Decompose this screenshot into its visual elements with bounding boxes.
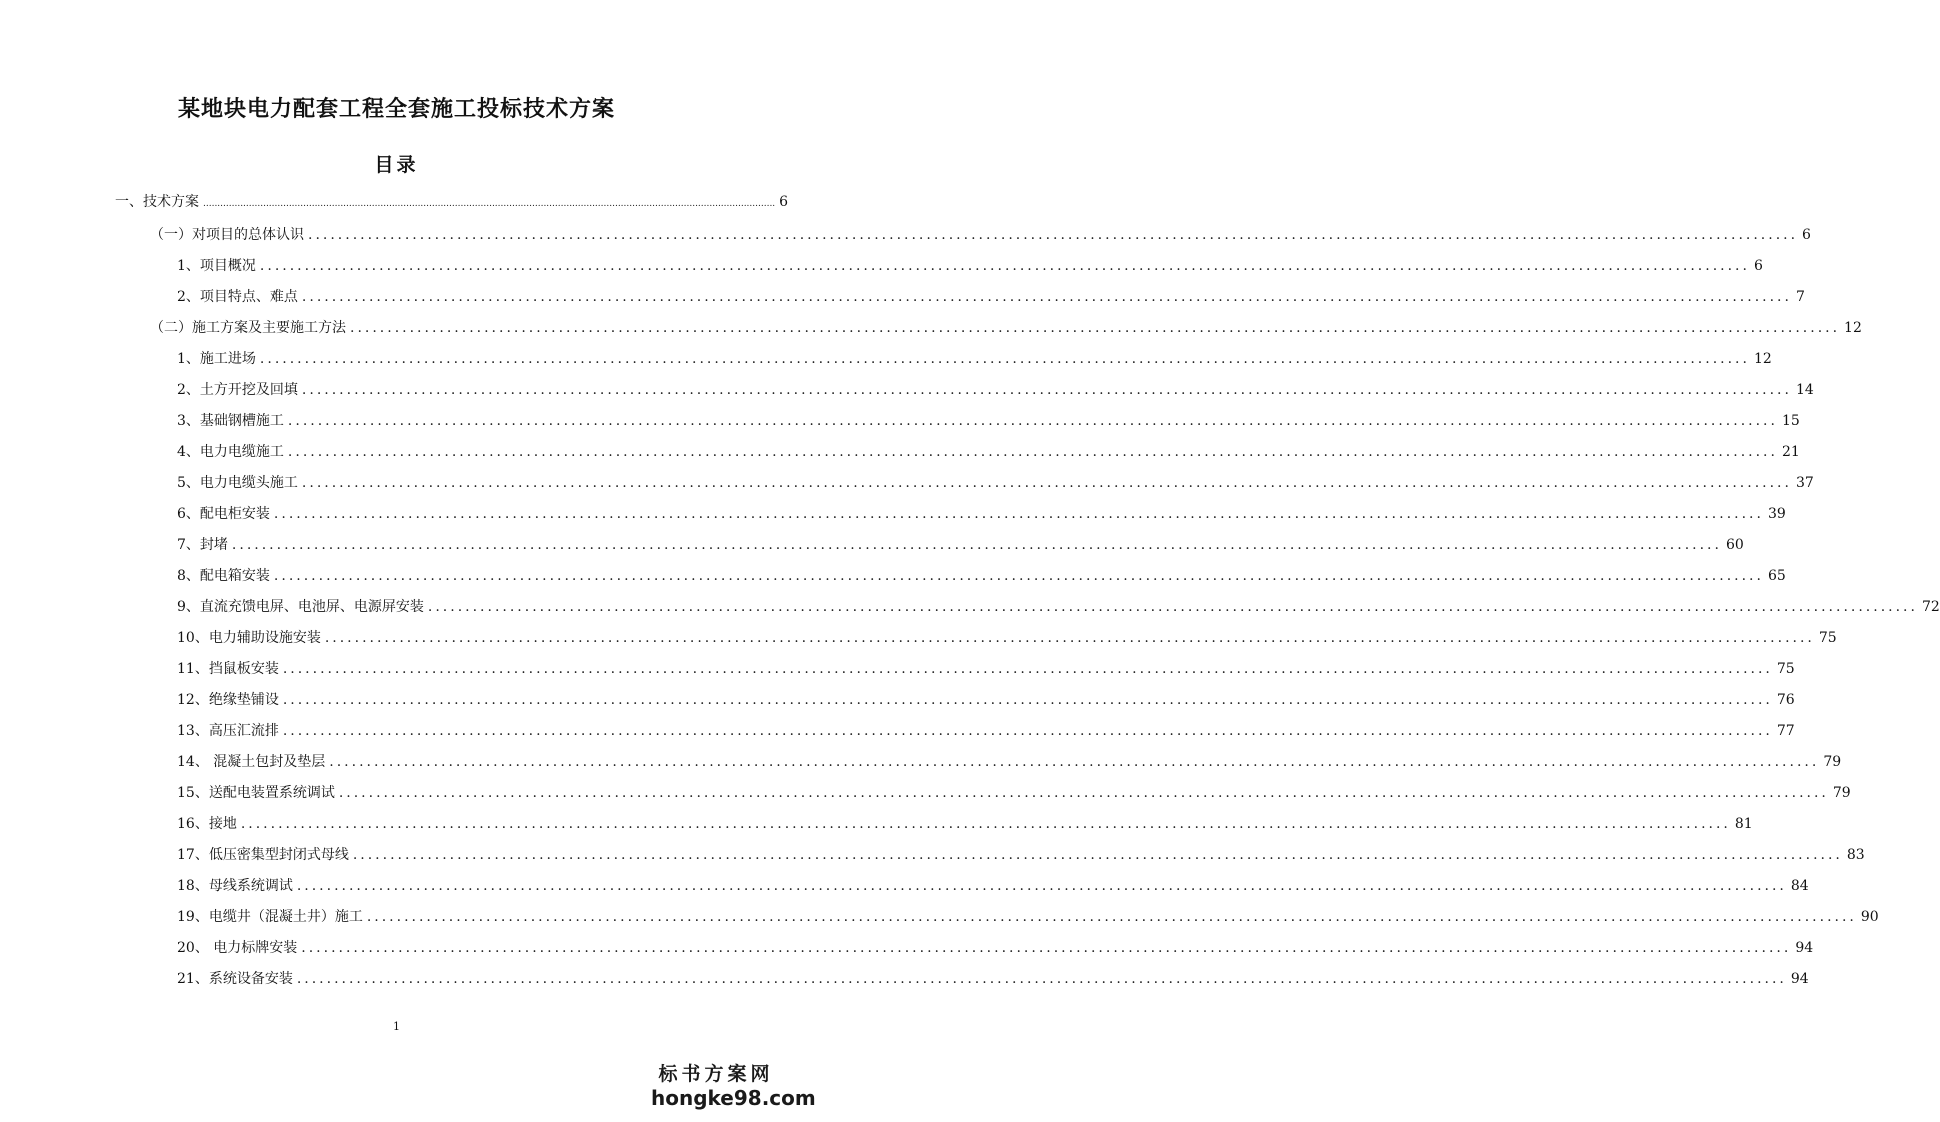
toc-entry[interactable] xyxy=(177,845,1865,865)
toc-entry-label: 8、配电箱安装 xyxy=(177,568,270,584)
toc-entry-page: 12 xyxy=(1844,320,1862,336)
toc-entry[interactable] xyxy=(177,411,1800,431)
toc-entry[interactable] xyxy=(177,938,1814,958)
toc-dot-leader: ........................................................................................................................................................................................................ xyxy=(324,630,1815,646)
toc-entry-label: 21、系统设备安装 xyxy=(177,971,293,987)
toc-entry-page: 6 xyxy=(1802,227,1811,243)
toc-entry-page: 6 xyxy=(779,194,789,210)
toc-dot-leader: ........................................................................................................................................................................................................ xyxy=(287,444,1778,460)
toc-entry[interactable] xyxy=(150,318,1862,338)
toc-entry-label: 11、挡鼠板安装 xyxy=(177,661,279,677)
toc-entry-label: 5、电力电缆头施工 xyxy=(177,475,298,491)
toc-entry[interactable] xyxy=(177,349,1772,369)
toc-entry[interactable] xyxy=(177,566,1786,586)
toc-entry[interactable] xyxy=(177,504,1786,524)
toc-dot-leader: ........................................................................................................................................................................................................ xyxy=(231,537,1722,553)
toc-entry-page: 65 xyxy=(1767,568,1786,584)
toc-entry-page: 72 xyxy=(1921,599,1940,615)
toc-dot-leader: ........................................................................................................................................................................................................ xyxy=(301,940,1792,956)
toc-entry-page: 75 xyxy=(1818,630,1837,646)
toc-dot-leader: ........................................................................................................................................................................................................ xyxy=(301,382,1792,398)
toc-entry[interactable] xyxy=(177,690,1795,710)
toc-entry[interactable] xyxy=(177,814,1753,834)
toc-entry[interactable] xyxy=(177,597,1940,617)
toc-entry[interactable] xyxy=(177,380,1814,400)
toc-entry-page: 15 xyxy=(1781,413,1800,429)
toc-entry-label: 4、电力电缆施工 xyxy=(177,444,284,460)
toc-entry[interactable] xyxy=(177,783,1851,803)
toc-dot-leader: ........................................................................................................................................................................................................ xyxy=(282,661,1773,677)
toc-entry[interactable] xyxy=(177,659,1795,679)
toc-entry-label: （一）对项目的总体认识 xyxy=(150,227,304,243)
toc-entry[interactable] xyxy=(177,442,1800,462)
toc-entry-page: 14 xyxy=(1795,382,1814,398)
toc-entry-page: 6 xyxy=(1753,258,1763,274)
toc-entry-page: 39 xyxy=(1767,506,1786,522)
toc-entry-page: 77 xyxy=(1776,723,1795,739)
toc-entry-page: 79 xyxy=(1823,754,1842,770)
toc-entry-label: 6、配电柜安装 xyxy=(177,506,270,522)
toc-entry-page: 37 xyxy=(1795,475,1814,491)
toc-entry[interactable] xyxy=(177,535,1744,555)
toc-entry[interactable] xyxy=(177,721,1795,741)
toc-entry[interactable] xyxy=(177,876,1809,896)
toc-entry-label: 9、直流充馈电屏、电池屏、电源屏安装 xyxy=(177,599,424,615)
toc-entry-page: 83 xyxy=(1846,847,1865,863)
toc-dot-leader: ........................................................................................................................................................................................................ xyxy=(296,878,1787,894)
toc-entry[interactable] xyxy=(177,907,1879,927)
document-title: 某地块电力配套工程全套施工投标技术方案 xyxy=(177,96,615,122)
toc-dot-leader: ........................................................................................................................................................................................................ xyxy=(352,847,1843,863)
page-number: 1 xyxy=(393,1020,400,1033)
toc-dot-leader: ........................................................................................................................................................................................................ xyxy=(259,258,1750,274)
toc-entry-page: 94 xyxy=(1795,940,1814,956)
toc-entry[interactable] xyxy=(177,969,1809,989)
toc-entry-label: 16、接地 xyxy=(177,816,237,832)
toc-entry-label: 17、低压密集型封闭式母线 xyxy=(177,847,349,863)
toc-entry-label: （二）施工方案及主要施工方法 xyxy=(150,320,346,336)
toc-heading: 目录 xyxy=(374,154,419,176)
toc-dot-leader: ........................................................................................................................................................................................................ xyxy=(350,320,1841,336)
toc-entry[interactable] xyxy=(177,628,1837,648)
toc-dot-leader: ........................................................................................................................................................................................................ xyxy=(366,909,1857,925)
toc-dot-leader: ........................................................................................................................................................................................................ xyxy=(287,413,1778,429)
toc-entry-page: 21 xyxy=(1781,444,1800,460)
toc-dot-leader: ........................................................................................................................................................................................................ xyxy=(296,971,1787,987)
toc-entry-label: 3、基础钢槽施工 xyxy=(177,413,284,429)
toc-dot-leader: ........................................................................................................................................................................................................ xyxy=(308,227,1799,243)
toc-dot-leader: ........................................................................................................................................................................................................ xyxy=(273,506,1764,522)
toc-entry-page: 84 xyxy=(1790,878,1809,894)
toc-entry-page: 76 xyxy=(1776,692,1795,708)
toc-entry-page: 60 xyxy=(1725,537,1744,553)
toc-entry-page: 90 xyxy=(1860,909,1879,925)
toc-entry[interactable] xyxy=(177,287,1805,307)
toc-entry-label: 2、土方开挖及回填 xyxy=(177,382,298,398)
watermark-url: hongke98.com xyxy=(651,1086,816,1110)
toc-entry-label: 一、技术方案 xyxy=(115,194,199,210)
toc-entry-label: 2、项目特点、难点 xyxy=(177,289,298,305)
toc-entry-label: 1、项目概况 xyxy=(177,258,256,274)
toc-entry-page: 81 xyxy=(1734,816,1753,832)
toc-entry-page: 75 xyxy=(1776,661,1795,677)
toc-dot-leader: ........................................................................................................................................................................................................ xyxy=(203,199,776,209)
toc-entry-page: 79 xyxy=(1832,785,1851,801)
toc-entry-label: 18、母线系统调试 xyxy=(177,878,293,894)
toc-entry-label: 10、电力辅助设施安装 xyxy=(177,630,321,646)
toc-entry-label: 13、高压汇流排 xyxy=(177,723,279,739)
toc-entry[interactable] xyxy=(177,752,1842,772)
toc-entry[interactable] xyxy=(150,225,1811,245)
toc-dot-leader: ........................................................................................................................................................................................................ xyxy=(259,351,1750,367)
toc-entry-label: 20、 电力标牌安装 xyxy=(177,940,298,956)
watermark-title: 标书方案网 xyxy=(658,1063,774,1085)
toc-entry-label: 15、送配电装置系统调试 xyxy=(177,785,335,801)
toc-entry-label: 19、电缆井（混凝土井）施工 xyxy=(177,909,363,925)
toc-entry[interactable] xyxy=(177,473,1814,493)
toc-dot-leader: ........................................................................................................................................................................................................ xyxy=(338,785,1829,801)
toc-dot-leader: ........................................................................................................................................................................................................ xyxy=(240,816,1731,832)
toc-dot-leader: ........................................................................................................................................................................................................ xyxy=(282,692,1773,708)
toc-entry-label: 14、 混凝土包封及垫层 xyxy=(177,754,326,770)
toc-dot-leader: ........................................................................................................................................................................................................ xyxy=(301,289,1792,305)
toc-entry[interactable] xyxy=(177,256,1763,276)
toc-entry[interactable] xyxy=(115,192,789,212)
toc-entry-page: 7 xyxy=(1795,289,1805,305)
toc-entry-page: 94 xyxy=(1790,971,1809,987)
toc-entry-page: 12 xyxy=(1753,351,1772,367)
toc-entry-label: 12、绝缘垫铺设 xyxy=(177,692,279,708)
toc-dot-leader: ........................................................................................................................................................................................................ xyxy=(427,599,1918,615)
toc-dot-leader: ........................................................................................................................................................................................................ xyxy=(301,475,1792,491)
toc-dot-leader: ........................................................................................................................................................................................................ xyxy=(282,723,1773,739)
toc-dot-leader: ........................................................................................................................................................................................................ xyxy=(273,568,1764,584)
site-watermark xyxy=(651,1062,816,1110)
toc-entry-label: 1、施工进场 xyxy=(177,351,256,367)
toc-entry-label: 7、封堵 xyxy=(177,537,228,553)
toc-dot-leader: ........................................................................................................................................................................................................ xyxy=(329,754,1820,770)
